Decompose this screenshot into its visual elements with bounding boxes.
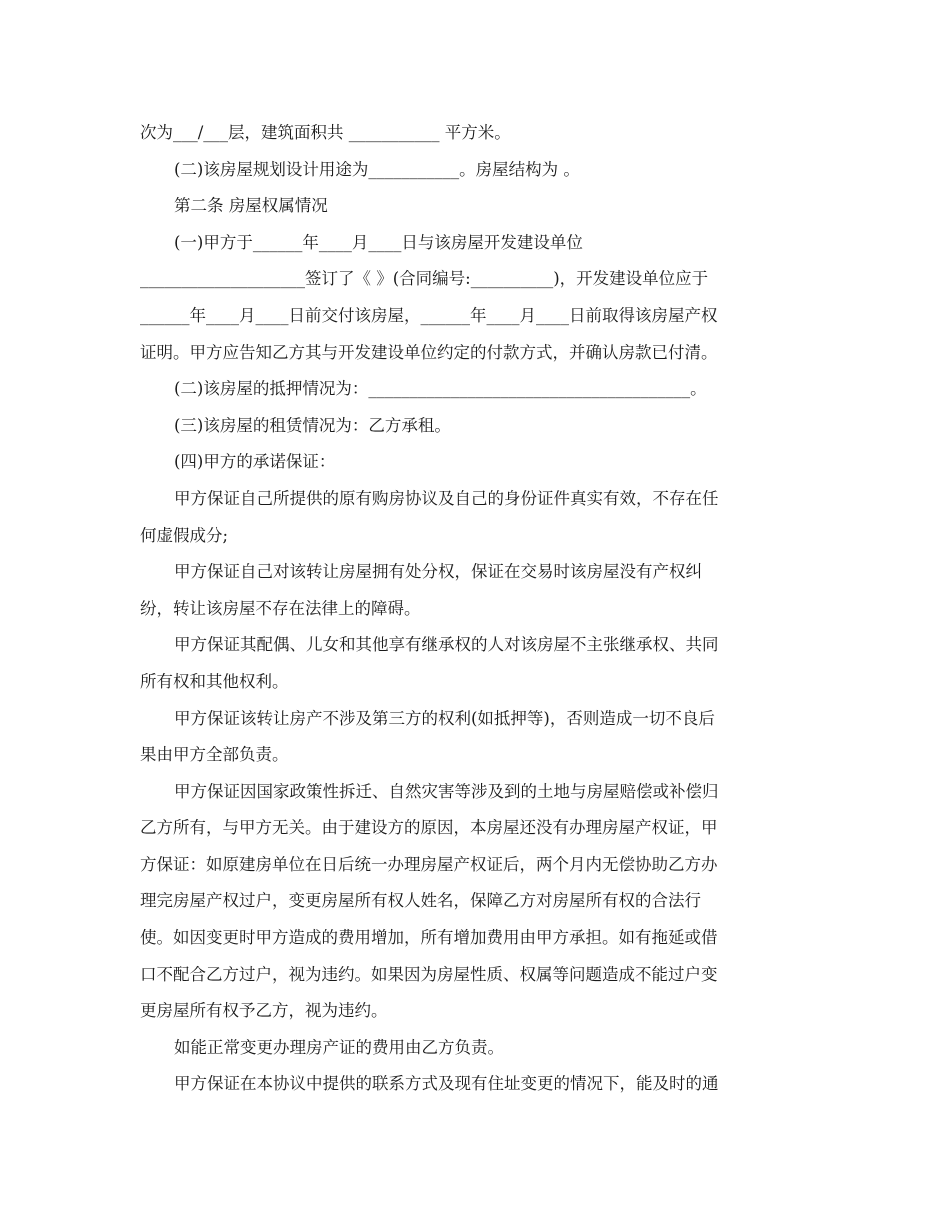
document-line: 如能正常变更办理房产证的费用由乙方负责。 xyxy=(174,1037,504,1057)
document-line: (一)甲方于______年____月____日与该房屋开发建设单位 xyxy=(174,232,583,252)
document-line: 方保证：如原建房单位在日后统一办理房屋产权证后，两个月内无偿协助乙方办 xyxy=(140,854,718,874)
document-line: (二)该房屋的抵押情况为：_______________________________________。 xyxy=(174,379,707,399)
document-line: 甲方保证该转让房产不涉及第三方的权利(如抵押等)，否则造成一切不良后 xyxy=(174,708,715,728)
document-line: 所有权和其他权利。 xyxy=(140,671,289,691)
document-line: 果由甲方全部负责。 xyxy=(140,745,289,765)
document-line: 乙方所有，与甲方无关。由于建设方的原因，本房屋还没有办理房屋产权证，甲 xyxy=(140,818,718,838)
document-line: 甲方保证因国家政策性拆迁、自然灾害等涉及到的土地与房屋赔偿或补偿归 xyxy=(174,781,719,801)
document-line: 第二条 房屋权属情况 xyxy=(174,196,328,216)
document-line: ____________________签订了《 》(合同编号:__________)，开发建设单位应于 xyxy=(140,269,709,289)
document-line: 甲方保证自己对该转让房屋拥有处分权，保证在交易时该房屋没有产权纠 xyxy=(174,562,702,582)
document-line: 理完房屋产权过户，变更房屋所有权人姓名，保障乙方对房屋所有权的合法行 xyxy=(140,891,701,911)
document-line: 纷，转让该房屋不存在法律上的障碍。 xyxy=(140,598,421,618)
document-line: 口不配合乙方过户，视为违约。如果因为房屋性质、权属等问题造成不能过户变 xyxy=(140,964,718,984)
document-line: 何虚假成分; xyxy=(140,525,229,545)
document-line: 甲方保证在本协议中提供的联系方式及现有住址变更的情况下，能及时的通 xyxy=(174,1074,719,1094)
document-body xyxy=(140,115,805,1103)
document-line: 甲方保证其配偶、儿女和其他享有继承权的人对该房屋不主张继承权、共同 xyxy=(174,635,719,655)
document-line: (四)甲方的承诺保证： xyxy=(174,452,336,472)
document-line: ______年____月____日前交付该房屋，______年____月____日前取得该房屋产权 xyxy=(140,305,718,325)
document-line: 证明。甲方应告知乙方其与开发建设单位约定的付款方式，并确认房款已付清。 xyxy=(140,342,718,362)
document-line: 次为___/___层，建筑面积共 ___________ 平方米。 xyxy=(140,123,511,142)
document-line: 更房屋所有权予乙方，视为违约。 xyxy=(140,1001,388,1021)
document-line: (二)该房屋规划设计用途为___________。房屋结构为 。 xyxy=(174,159,580,179)
document-line: (三)该房屋的租赁情况为：乙方承租。 xyxy=(174,415,451,435)
document-line: 使。如因变更时甲方造成的费用增加，所有增加费用由甲方承担。如有拖延或借 xyxy=(140,928,718,948)
document-line: 甲方保证自己所提供的原有购房协议及自己的身份证件真实有效，不存在任 xyxy=(174,488,719,508)
